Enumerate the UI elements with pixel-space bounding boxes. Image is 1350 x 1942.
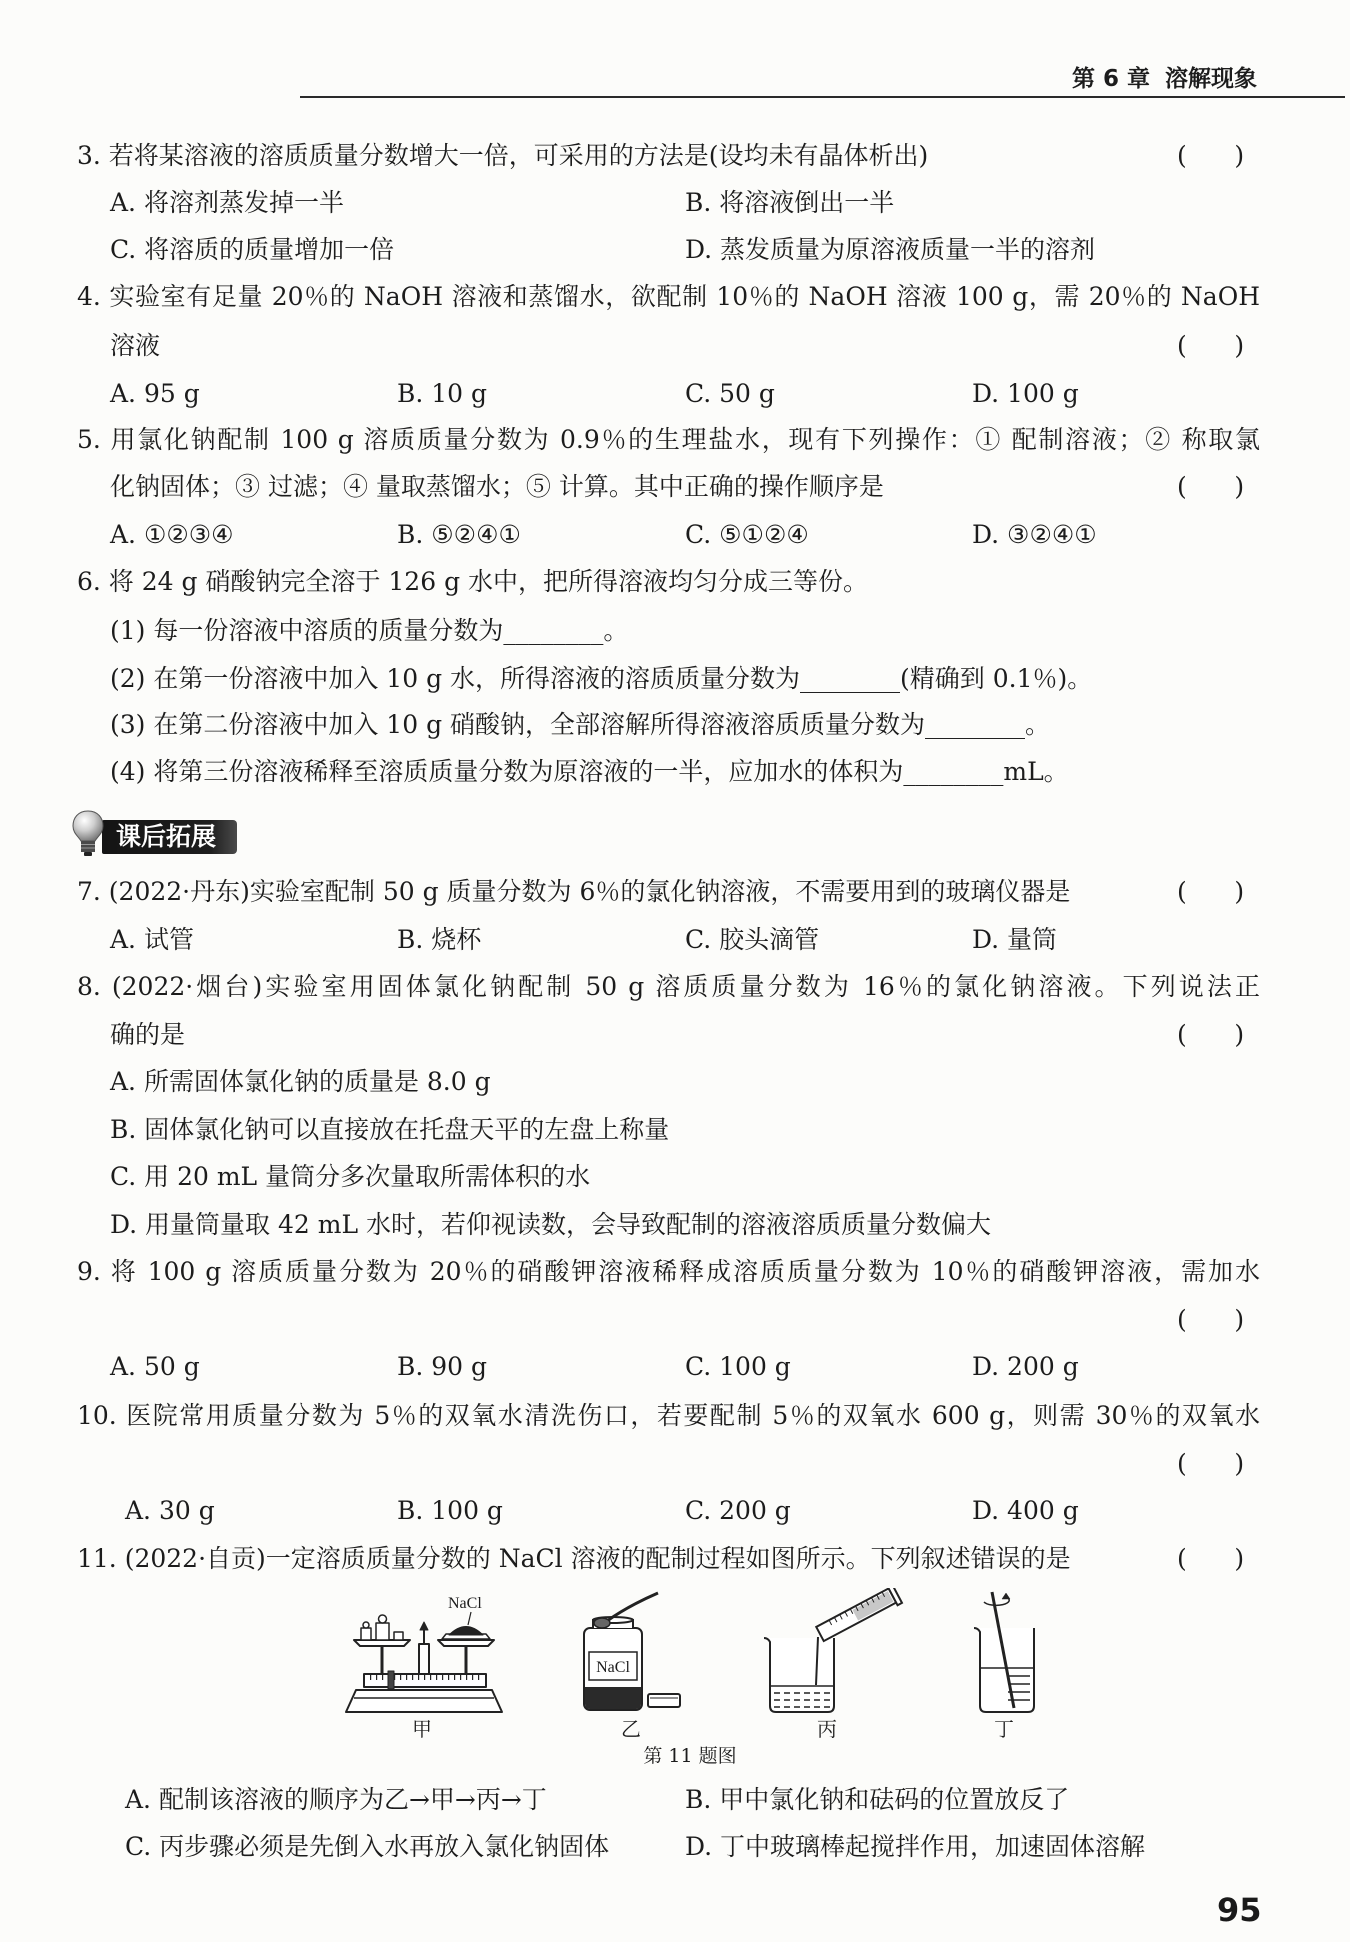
section-label <box>102 820 237 854</box>
q7-option-c: C. 胶头滴管 <box>685 925 820 954</box>
q3-option-c: C. 将溶质的质量增加一倍 <box>110 235 395 264</box>
header-rule <box>300 96 1345 98</box>
q10-option-d: D. 400 g <box>972 1496 1079 1525</box>
q5-option-a: A. ①②③④ <box>110 520 234 549</box>
q7-answer-paren: ( ) <box>1177 877 1245 906</box>
q3-option-a: A. 将溶剂蒸发掉一半 <box>110 188 344 217</box>
q8-answer-paren: ( ) <box>1177 1020 1245 1049</box>
q9-option-d: D. 200 g <box>972 1352 1079 1381</box>
spoon <box>607 1593 658 1621</box>
q3-stem: 3. 若将某溶液的溶质质量分数增大一倍，可采用的方法是(设均未有晶体析出) <box>77 141 929 170</box>
q4-option-b: B. 10 g <box>397 379 488 408</box>
q3-option-d: D. 蒸发质量为原溶液质量一半的溶剂 <box>685 235 1096 264</box>
q8-option-a: A. 所需固体氯化钠的质量是 8.0 g <box>110 1067 491 1096</box>
q9-answer-paren: ( ) <box>1177 1305 1245 1334</box>
figure-caption: 第 11 题图 <box>643 1745 737 1767</box>
chapter-title: 溶解现象 <box>1165 66 1257 92</box>
q10-option-c: C. 200 g <box>685 1496 791 1525</box>
q8-stem-line-1: 8. (2022·烟台)实验室用固体氯化钠配制 50 g 溶质质量分数为 16％的氯化钠溶液。下列说法正 <box>77 972 1260 1001</box>
q9-stem: 9. 将 100 g 溶质质量分数为 20％的硝酸钾溶液稀释成溶质质量分数为 10％的硝酸钾溶液，需加水 <box>77 1257 1260 1286</box>
q11-option-b: B. 甲中氯化钠和砝码的位置放反了 <box>685 1785 1070 1814</box>
q9-option-a: A. 50 g <box>110 1352 200 1381</box>
balance-nacl-label: NaCl <box>448 1595 482 1612</box>
q3-answer-paren: ( ) <box>1177 141 1245 170</box>
q5-stem-line-1: 5. 用氯化钠配制 100 g 溶质质量分数为 0.9％的生理盐水，现有下列操作：① 配制溶液；② 称取氯 <box>77 425 1260 454</box>
q8-option-b: B. 固体氯化钠可以直接放在托盘天平的左盘上称量 <box>110 1115 670 1144</box>
q5-option-b: B. ⑤②④① <box>397 520 521 549</box>
chapter-number: 第 6 章 <box>1072 66 1151 92</box>
q11-option-d: D. 丁中玻璃棒起搅拌作用，加速固体溶解 <box>685 1832 1146 1861</box>
q8-option-d: D. 用量筒量取 42 mL 水时，若仰视读数，会导致配制的溶液溶质质量分数偏大 <box>110 1210 992 1239</box>
q5-stem-line-2: 化钠固体；③ 过滤；④ 量取蒸馏水；⑤ 计算。其中正确的操作顺序是 <box>110 472 884 501</box>
q6-part-4: (4) 将第三份溶液稀释至溶质质量分数为原溶液的一半，应加水的体积为________mL。 <box>110 757 1069 786</box>
q6-part-1: (1) 每一份溶液中溶质的质量分数为________。 <box>110 616 629 645</box>
jar-nacl-label: NaCl <box>596 1659 630 1676</box>
figure-label-bing: 丙 <box>817 1717 837 1741</box>
q10-option-b: B. 100 g <box>397 1496 503 1525</box>
balance-figure <box>346 1612 502 1712</box>
lightbulb-icon <box>72 810 104 858</box>
q5-answer-paren: ( ) <box>1177 472 1245 501</box>
q11-option-a: A. 配制该溶液的顺序为乙→甲→丙→丁 <box>125 1785 547 1814</box>
q6-part-3: (3) 在第二份溶液中加入 10 g 硝酸钠，全部溶解所得溶液溶质质量分数为________。 <box>110 710 1051 739</box>
beaker-stir-figure <box>974 1592 1034 1712</box>
q10-stem: 10. 医院常用质量分数为 5％的双氧水清洗伤口，若要配制 5％的双氧水 600 g，则需 30％的双氧水 <box>77 1401 1260 1430</box>
figure-label-yi: 乙 <box>621 1717 641 1741</box>
q11-stem: 11. (2022·自贡)一定溶质质量分数的 NaCl 溶液的配制过程如图所示。下列叙述错误的是 <box>77 1544 1071 1573</box>
q7-option-d: D. 量筒 <box>972 925 1058 954</box>
weights <box>361 1615 403 1640</box>
section-title: 课后拓展 <box>116 822 217 851</box>
q3-option-b: B. 将溶液倒出一半 <box>685 188 895 217</box>
figure-label-ding: 丁 <box>994 1717 1014 1741</box>
q7-option-b: B. 烧杯 <box>397 925 482 954</box>
figure-label-jia: 甲 <box>412 1717 432 1741</box>
graduated-cylinder <box>815 1588 902 1644</box>
q4-stem-line-2: 溶液 <box>110 331 161 360</box>
q4-answer-paren: ( ) <box>1177 331 1245 360</box>
q11-figure <box>330 1588 1060 1720</box>
q4-stem-line-1: 4. 实验室有足量 20％的 NaOH 溶液和蒸馏水，欲配制 10％的 NaOH 溶液 100 g，需 20％的 NaOH <box>77 282 1261 311</box>
q8-option-c: C. 用 20 mL 量筒分多次量取所需体积的水 <box>110 1162 591 1191</box>
q7-option-a: A. 试管 <box>110 925 194 954</box>
q11-option-c: C. 丙步骤必须是先倒入水再放入氯化钠固体 <box>125 1832 610 1861</box>
q9-option-c: C. 100 g <box>685 1352 791 1381</box>
q4-option-d: D. 100 g <box>972 379 1079 408</box>
q11-answer-paren: ( ) <box>1177 1544 1245 1573</box>
q6-part-2: (2) 在第一份溶液中加入 10 g 水，所得溶液的溶质质量分数为________(精确到 0.1％)。 <box>110 664 1093 693</box>
weighing-dish <box>648 1694 680 1707</box>
q10-option-a: A. 30 g <box>125 1496 215 1525</box>
q4-option-c: C. 50 g <box>685 379 775 408</box>
q5-option-c: C. ⑤①②④ <box>685 520 809 549</box>
q4-option-a: A. 95 g <box>110 379 200 408</box>
reagent-jar-figure <box>584 1593 680 1710</box>
page-number: 95 <box>1217 1891 1262 1929</box>
q6-stem: 6. 将 24 g 硝酸钠完全溶于 126 g 水中，把所得溶液均匀分成三等份。 <box>77 567 869 596</box>
q5-option-d: D. ③②④① <box>972 520 1097 549</box>
q8-stem-line-2: 确的是 <box>110 1020 186 1049</box>
q9-option-b: B. 90 g <box>397 1352 488 1381</box>
beaker-pour-figure <box>764 1588 902 1712</box>
salt-pile <box>449 1627 483 1636</box>
q7-stem: 7. (2022·丹东)实验室配制 50 g 质量分数为 6％的氯化钠溶液，不需要用到的玻璃仪器是 <box>77 877 1071 906</box>
q10-answer-paren: ( ) <box>1177 1449 1245 1478</box>
